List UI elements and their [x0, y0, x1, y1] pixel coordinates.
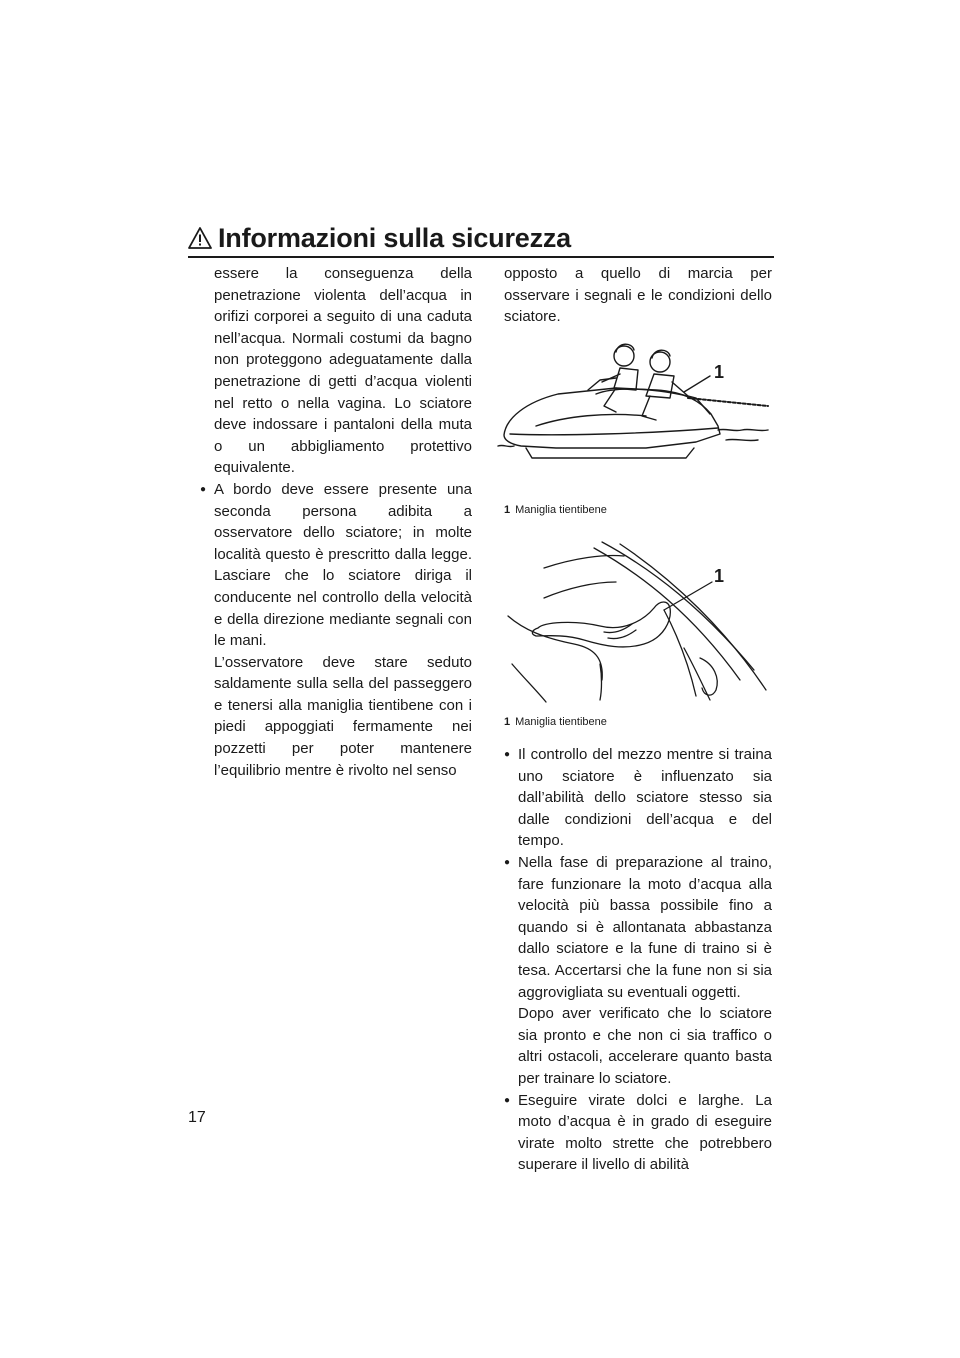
- callout-number: 1: [714, 566, 725, 586]
- paragraph: essere la conseguenza della penetrazione violenta dell’acqua in orifizi corporei a seguito di una caduta nell’acqua. Normali costumi da bagno non proteggono adeguatamente dalla penetrazione di getti d’acqua violenti nel retto o nella vagina. Lo sciatore deve indossare i pantaloni della muta o un abbigliamento protettivo equivalente.: [214, 265, 472, 477]
- caption-number: 1: [504, 716, 511, 728]
- left-column: [200, 263, 472, 781]
- bullet-item: ● Il controllo del mezzo mentre si traina uno sciatore è influenzato sia dall’abilità dello sciatore stesso sia dalle condizioni dell’acqua e del tempo.: [504, 744, 772, 852]
- jetski-illustration: [496, 330, 772, 475]
- page-title: Informazioni sulla sicurezza: [218, 223, 571, 253]
- bullet-item: ● A bordo deve essere presente una seconda persona adibita a osservatore dello sciatore; in molte località questo è prescritto dalla legge. Lasciare che lo sciatore diriga il conducente nel controllo della velocità e della direzione mediante segnali con le mani.: [200, 479, 472, 652]
- bullet-item: ● Nella fase di preparazione al traino, fare funzionare la moto d’acqua alla velocità più bassa possibile fino a quando si è allontanata abbastanza dallo sciatore e la fune di traino si è tesa. Accertarsi che la fune non si sia aggrovigliata su eventuali oggetti.: [504, 852, 772, 1003]
- right-column-top: [504, 263, 772, 328]
- bullet-continuation: Dopo aver verificato che lo sciatore sia pronto e che non ci sia traffico o altri ostacoli, accelerare quanto basta per trainare lo sciatore.: [518, 1005, 772, 1087]
- caption-text: Maniglia tientibene: [515, 716, 607, 728]
- figure-caption: [504, 503, 607, 517]
- warning-triangle-icon: [188, 226, 212, 250]
- bullet-continuation: L’osservatore deve stare seduto saldamente sulla sella del passeggero e tenersi alla maniglia tientibene con i piedi appoggiati fermamente nei pozzetti per poter mantenere l’equilibrio mentre è rivolto nel senso: [214, 653, 472, 779]
- grab-handle-illustration: [504, 540, 772, 708]
- right-column-bottom: [504, 744, 772, 1176]
- caption-number: 1: [504, 504, 511, 516]
- page-number: 17: [188, 1109, 206, 1126]
- caption-text: Maniglia tientibene: [515, 504, 607, 516]
- header-rule: [188, 256, 774, 258]
- paragraph-continuation: opposto a quello di marcia per osservare i segnali e le condizioni dello sciatore.: [504, 265, 772, 326]
- callout-number: 1: [714, 362, 725, 382]
- page-header: [188, 222, 774, 258]
- bullet-item: ● Eseguire virate dolci e larghe. La moto d’acqua è in grado di eseguire virate molto strette che potrebbero superare il livello di abilità: [504, 1090, 772, 1176]
- figure-caption: [504, 715, 607, 729]
